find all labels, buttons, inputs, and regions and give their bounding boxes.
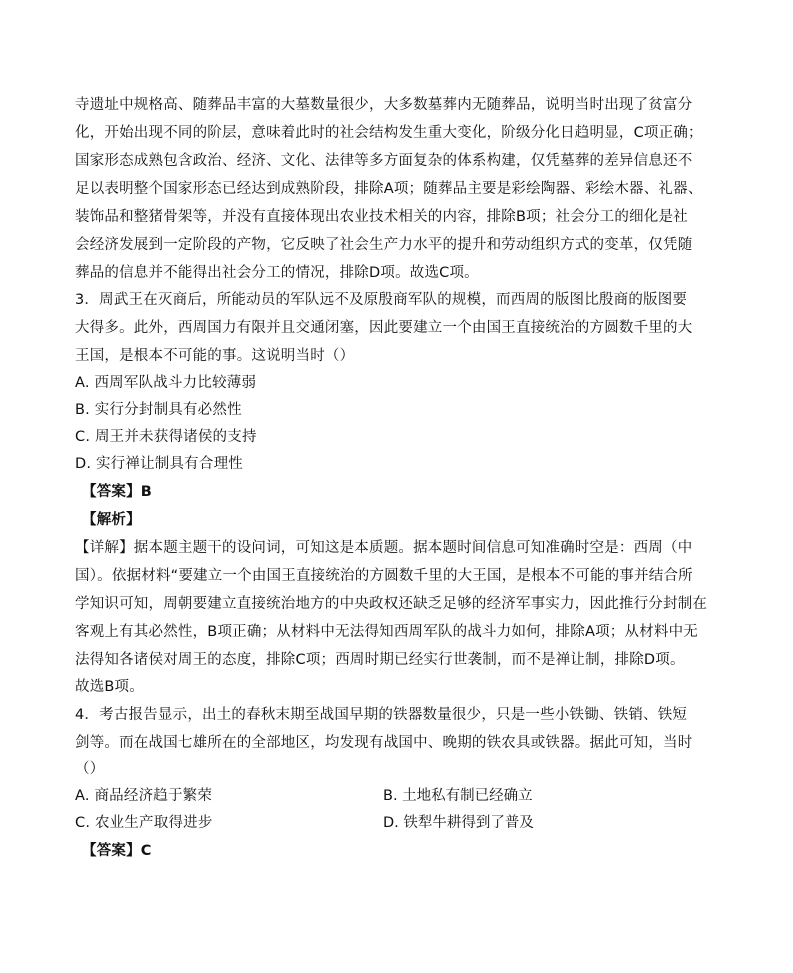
q4-stem-line-2: 剑等。而在战国七雄所在的全部地区，均发现有战国中、晚期的铁农具或铁器。据此可知，当时 [75,735,693,751]
q4-option-a: A. 商品经济趋于繁荣 [75,788,213,804]
q3-detail-line-2: 国）。依据材料“要建立一个由国王直接统治的方圆数千里的大王国，是根本不可能的事并结合所 [75,568,693,584]
q4-option-b: B. 土地私有制已经确立 [383,788,533,804]
q3-stem-line-1: 3．周武王在灭商后，所能动员的军队远不及原殷商军队的规模，而西周的版图比殷商的版图要 [75,292,688,308]
q2-explanation-line-7: 葬品的信息并不能得出社会分工的情况，排除D项。故选C项。 [75,265,479,281]
q4-option-c: C. 农业生产取得进步 [75,815,213,831]
q3-option-a: A. 西周军队战斗力比较薄弱 [75,375,257,391]
q3-stem-line-2: 大得多。此外，西周国力有限并且交通闭塞，因此要建立一个由国王直接统治的方圆数千里的大 [75,320,693,336]
q3-detail-line-6: 故选B项。 [75,679,144,695]
q3-stem-line-3: 王国，是根本不可能的事。这说明当时（） [75,348,355,364]
q2-explanation-line-1: 寺遗址中规格高、随葬品丰富的大墓数量很少，大多数墓葬内无随葬品，说明当时出现了贫富分 [75,97,693,113]
q2-explanation-line-2: 化，开始出现不同的阶层，意味着此时的社会结构发生重大变化，阶级分化日趋明显，C项正确； [75,125,703,141]
q4-option-d: D. 铁犁牛耕得到了普及 [383,815,534,831]
q3-detail-line-1: 【详解】据本题主题干的设问词，可知这是本质题。据本题时间信息可知准确时空是：西周（中 [75,540,693,556]
q3-option-b: B. 实行分封制具有必然性 [75,402,242,418]
q2-explanation-line-6: 会经济发展到一定阶段的产物，它反映了社会生产力水平的提升和劳动组织方式的变革，仅凭随 [75,237,693,253]
q2-explanation-line-3: 国家形态成熟包含政治、经济、文化、法律等多方面复杂的体系构建，仅凭墓葬的差异信息还不 [75,153,693,169]
q3-answer: 【答案】B [82,484,153,500]
q3-analysis-label: 【解析】 [82,512,141,528]
q3-option-d: D. 实行禅让制具有合理性 [75,456,243,472]
q3-option-c: C. 周王并未获得诸侯的支持 [75,429,257,445]
q4-answer: 【答案】C [82,843,152,859]
q4-stem-line-3: （） [75,761,105,777]
q3-detail-line-4: 客观上有其必然性，B项正确；从材料中无法得知西周军队的战斗力如何，排除A项；从材料中无 [75,624,698,640]
q3-detail-line-3: 学知识可知，周朝要建立直接统治地方的中央政权还缺乏足够的经济军事实力，因此推行分封制在 [75,596,708,612]
q2-explanation-line-4: 足以表明整个国家形态已经达到成熟阶段，排除A项；随葬品主要是彩绘陶器、彩绘木器、礼器、 [75,181,703,197]
q4-stem-line-1: 4．考古报告显示，出土的春秋末期至战国早期的铁器数量很少，只是一些小铁锄、铁销、铁短 [75,707,688,723]
q3-detail-line-5: 法得知各诸侯对周王的态度，排除C项；西周时期已经实行世袭制，而不是禅让制，排除D项。 [75,652,685,668]
q2-explanation-line-5: 装饰品和整猪骨架等，并没有直接体现出农业技术相关的内容，排除B项；社会分工的细化是社 [75,209,688,225]
